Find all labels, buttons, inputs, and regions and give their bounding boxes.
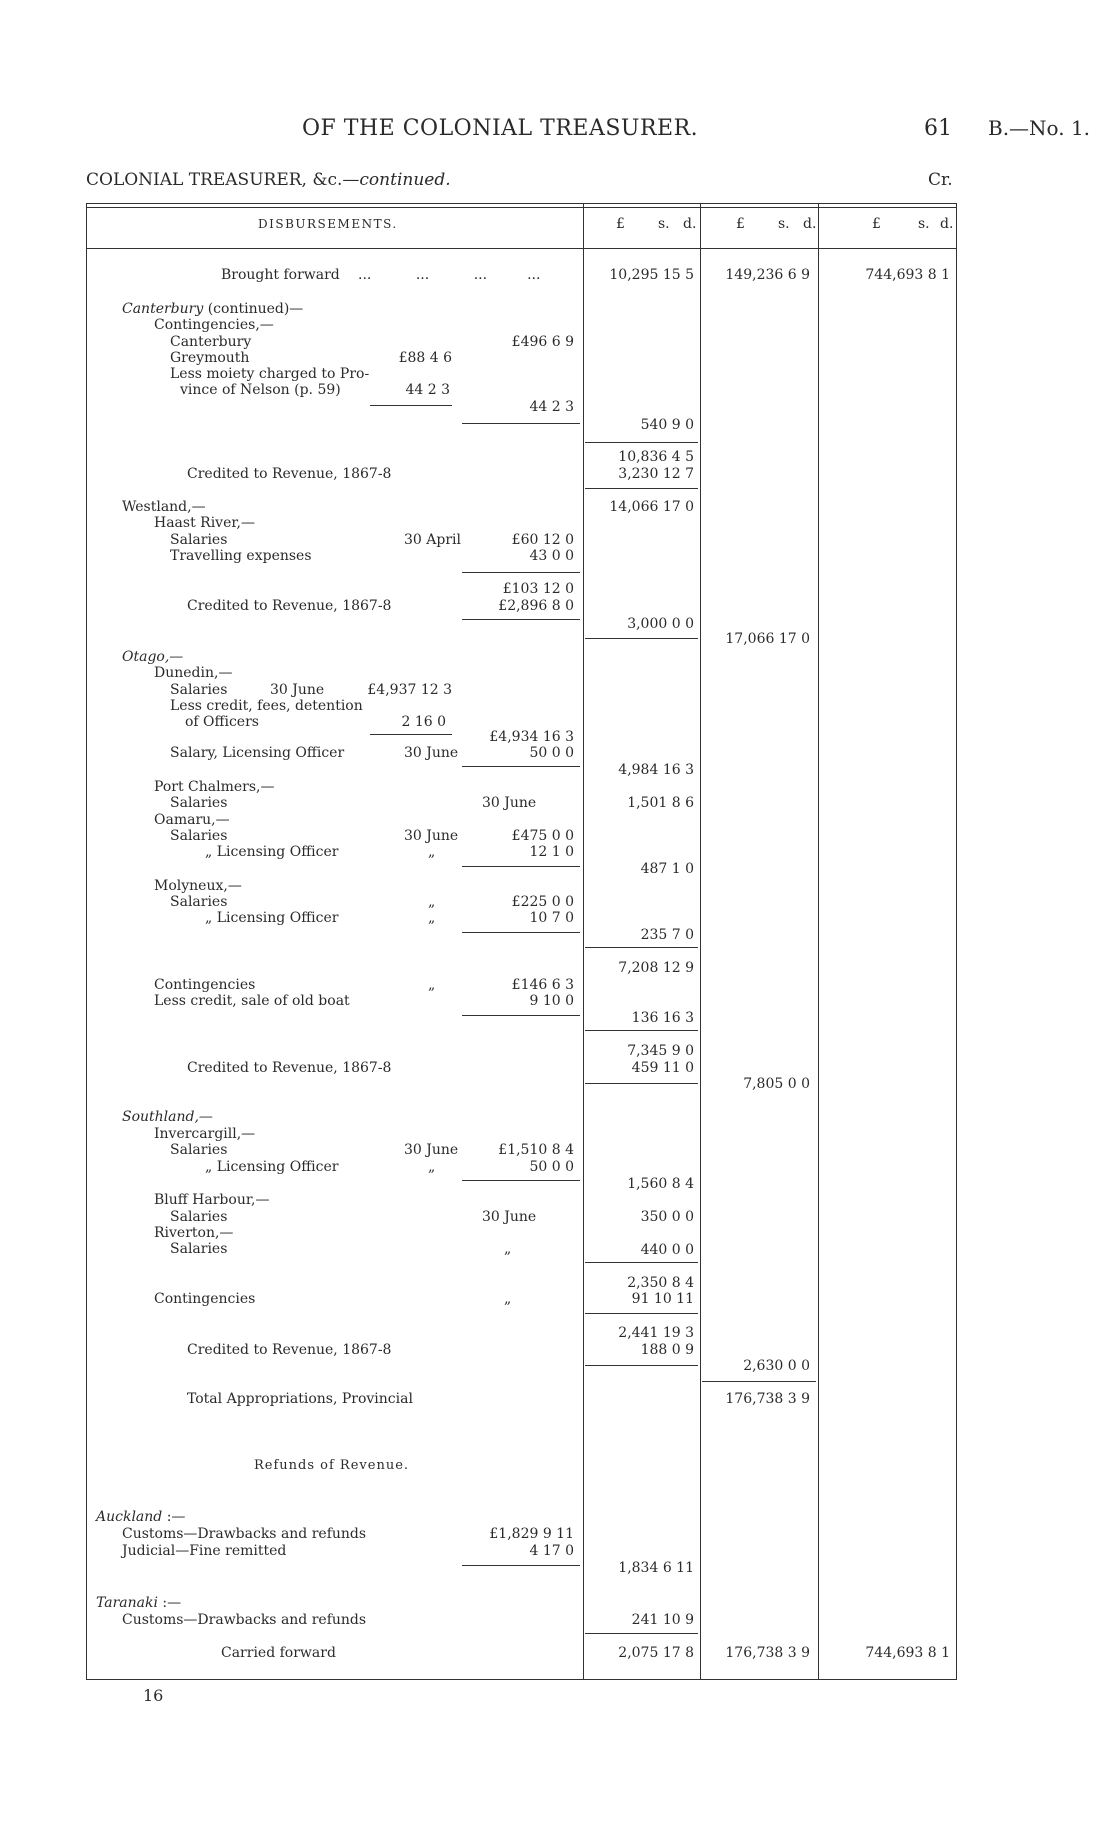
canterbury-contingencies-amount: £496 6 9 — [511, 334, 574, 350]
haast-credited-amount: £2,896 8 0 — [498, 598, 574, 614]
southland-subtotal-2: 2,441 19 3 — [618, 1325, 694, 1341]
molyneux-licensing-amount: 10 7 0 — [529, 910, 574, 926]
greymouth-label: Greymouth — [170, 350, 250, 366]
bluff-date: 30 June — [482, 1209, 537, 1225]
dunedin-salaries-amount: £4,937 12 3 — [367, 682, 452, 698]
southland-heading: Southland,— — [122, 1109, 213, 1125]
invercargill-label: Invercargill,— — [154, 1126, 256, 1142]
otago-contingencies-amount: £146 6 3 — [511, 977, 574, 993]
invercargill-date: 30 June — [404, 1142, 459, 1158]
bf-col1: 10,295 15 5 — [609, 267, 694, 283]
haast-sum: £103 12 0 — [502, 581, 574, 597]
ditto-mark: „ — [428, 1159, 436, 1175]
ditto-mark: „ — [428, 844, 436, 860]
molyneux-total: 235 7 0 — [640, 927, 694, 943]
invercargill-licensing-label: „ Licensing Officer — [205, 1159, 339, 1175]
auckland-customs-amount: £1,829 9 11 — [489, 1526, 574, 1542]
carried-forward-label: Carried forward — [221, 1645, 336, 1661]
col2-pound-header: £ — [736, 216, 745, 232]
westland-net: 3,000 0 0 — [627, 616, 694, 632]
doc-ref: B.—No. 1. — [988, 116, 1091, 140]
invercargill-total: 1,560 8 4 — [627, 1176, 694, 1192]
dunedin-salaries-label: Salaries — [170, 682, 228, 698]
riverton-salaries-label: Salaries — [170, 1241, 228, 1257]
haast-date: 30 April — [404, 532, 461, 548]
judicial-label: Judicial—Fine remitted — [122, 1543, 287, 1559]
ditto-mark: „ — [428, 894, 436, 910]
cf-col2: 176,738 3 9 — [725, 1645, 810, 1661]
riverton-label: Riverton,— — [154, 1225, 234, 1241]
molyneux-label: Molyneux,— — [154, 878, 242, 894]
southland-subtotal: 2,350 8 4 — [627, 1275, 694, 1291]
otago-net: 7,805 0 0 — [743, 1076, 810, 1092]
less-moiety-label: Less moiety charged to Pro- — [170, 366, 370, 382]
contingencies-label: Contingencies,— — [154, 317, 274, 333]
haast-salaries-amount: £60 12 0 — [511, 532, 574, 548]
less-moiety-amount: 44 2 3 — [405, 382, 450, 398]
page-title: OF THE COLONIAL TREASURER. — [302, 116, 699, 141]
canterbury-credited-amount: 3,230 12 7 — [618, 466, 694, 482]
southland-contingencies-label: Contingencies — [154, 1291, 256, 1307]
taranaki-heading: Taranaki :— — [96, 1595, 182, 1611]
ditto-mark: „ — [504, 1291, 512, 1307]
oamaru-licensing-label: „ Licensing Officer — [205, 844, 339, 860]
dunedin-total: 4,984 16 3 — [618, 762, 694, 778]
judicial-amount: 4 17 0 — [529, 1543, 574, 1559]
auckland-customs-label: Customs—Drawbacks and refunds — [122, 1526, 367, 1542]
col2-shilling-header: s. — [778, 216, 790, 232]
westland-running-total: 14,066 17 0 — [609, 499, 694, 515]
oamaru-salaries-label: Salaries — [170, 828, 228, 844]
licensing-amount: 50 0 0 — [529, 745, 574, 761]
port-chalmers-label: Port Chalmers,— — [154, 779, 275, 795]
cf-col3: 744,693 8 1 — [865, 1645, 950, 1661]
ditto-mark: „ — [504, 1241, 512, 1257]
molyneux-salaries-label: Salaries — [170, 894, 228, 910]
riverton-total: 440 0 0 — [640, 1242, 694, 1258]
taranaki-customs-label: Customs—Drawbacks and refunds — [122, 1612, 367, 1628]
haast-river-label: Haast River,— — [154, 515, 255, 531]
southland-credited-amount: 188 0 9 — [640, 1342, 694, 1358]
cf-col1: 2,075 17 8 — [618, 1645, 694, 1661]
travelling-amount: 43 0 0 — [529, 548, 574, 564]
greymouth-net-amount: 44 2 3 — [529, 399, 574, 415]
oamaru-total: 487 1 0 — [640, 861, 694, 877]
otago-contingencies-net: 136 16 3 — [631, 1010, 694, 1026]
col1-pound-header: £ — [616, 216, 625, 232]
dunedin-date: 30 June — [270, 682, 325, 698]
port-chalmers-total: 1,501 8 6 — [627, 795, 694, 811]
canterbury-subtotal: 10,836 4 5 — [618, 449, 694, 465]
credited-to-revenue-label: Credited to Revenue, 1867-8 — [187, 466, 392, 482]
otago-contingencies-label: Contingencies — [154, 977, 256, 993]
brought-forward-label: Brought forward — [221, 267, 340, 283]
bf-col2: 149,236 6 9 — [725, 267, 810, 283]
taranaki-amount: 241 10 9 — [631, 1612, 694, 1628]
less-sale-amount: 9 10 0 — [529, 993, 574, 1009]
otago-credited-amount: 459 11 0 — [631, 1060, 694, 1076]
less-moiety-label-2: vince of Nelson (p. 59) — [180, 382, 341, 398]
invercargill-salaries-label: Salaries — [170, 1142, 228, 1158]
total-appropriations-label: Total Appropriations, Provincial — [187, 1391, 413, 1407]
auckland-heading: Auckland :— — [96, 1509, 186, 1525]
section-subtitle: COLONIAL TREASURER, &c.—continued. — [86, 170, 451, 190]
westland-heading: Westland,— — [122, 499, 206, 515]
otago-subtotal-2: 7,345 9 0 — [627, 1043, 694, 1059]
otago-credited-label: Credited to Revenue, 1867-8 — [187, 1060, 392, 1076]
canterbury-total: 540 9 0 — [640, 417, 694, 433]
haast-salaries-label: Salaries — [170, 532, 228, 548]
bf-col3: 744,693 8 1 — [865, 267, 950, 283]
bluff-total: 350 0 0 — [640, 1209, 694, 1225]
molyneux-salaries-amount: £225 0 0 — [511, 894, 574, 910]
total-appropriations-amount: 176,738 3 9 — [725, 1391, 810, 1407]
page-number: 61 — [924, 116, 952, 141]
southland-credited-label: Credited to Revenue, 1867-8 — [187, 1342, 392, 1358]
oamaru-salaries-amount: £475 0 0 — [511, 828, 574, 844]
travelling-label: Travelling expenses — [170, 548, 312, 564]
less-sale-label: Less credit, sale of old boat — [154, 993, 350, 1009]
bluff-label: Bluff Harbour,— — [154, 1192, 270, 1208]
invercargill-salaries-amount: £1,510 8 4 — [498, 1142, 574, 1158]
canterbury-westland-total: 17,066 17 0 — [725, 631, 810, 647]
bluff-salaries-label: Salaries — [170, 1209, 228, 1225]
col1-pence-header: d. — [683, 216, 697, 232]
credit-side-label: Cr. — [928, 170, 953, 190]
port-date: 30 June — [482, 795, 537, 811]
ditto-mark: „ — [428, 910, 436, 926]
southland-contingencies-amount: 91 10 11 — [631, 1291, 694, 1307]
ditto-mark: „ — [428, 977, 436, 993]
sheet-number: 16 — [143, 1686, 164, 1705]
col3-shilling-header: s. — [918, 216, 930, 232]
less-credit-amount: 2 16 0 — [401, 714, 446, 730]
dunedin-net: £4,934 16 3 — [489, 729, 574, 745]
molyneux-licensing-label: „ Licensing Officer — [205, 910, 339, 926]
otago-heading: Otago,— — [122, 649, 184, 665]
southland-net: 2,630 0 0 — [743, 1358, 810, 1374]
auckland-total: 1,834 6 11 — [618, 1560, 694, 1576]
westland-credited-label: Credited to Revenue, 1867-8 — [187, 598, 392, 614]
oamaru-label: Oamaru,— — [154, 812, 230, 828]
licensing-date: 30 June — [404, 745, 459, 761]
oamaru-licensing-amount: 12 1 0 — [529, 844, 574, 860]
refunds-heading: Refunds of Revenue. — [254, 1458, 410, 1473]
col3-pound-header: £ — [872, 216, 881, 232]
col3-pence-header: d. — [940, 216, 954, 232]
invercargill-licensing-amount: 50 0 0 — [529, 1159, 574, 1175]
less-credit-label-2: of Officers — [185, 714, 259, 730]
salary-licensing-label: Salary, Licensing Officer — [170, 745, 345, 761]
dunedin-label: Dunedin,— — [154, 665, 233, 681]
greymouth-amount: £88 4 6 — [398, 350, 452, 366]
otago-subtotal: 7,208 12 9 — [618, 960, 694, 976]
canterbury-label: Canterbury — [170, 334, 252, 350]
canterbury-heading: Canterbury (continued)— — [122, 301, 304, 317]
less-credit-label: Less credit, fees, detention — [170, 698, 363, 714]
port-salaries-label: Salaries — [170, 795, 228, 811]
column-title: DISBURSEMENTS. — [258, 217, 398, 231]
col1-shilling-header: s. — [658, 216, 670, 232]
col2-pence-header: d. — [803, 216, 817, 232]
oamaru-date: 30 June — [404, 828, 459, 844]
